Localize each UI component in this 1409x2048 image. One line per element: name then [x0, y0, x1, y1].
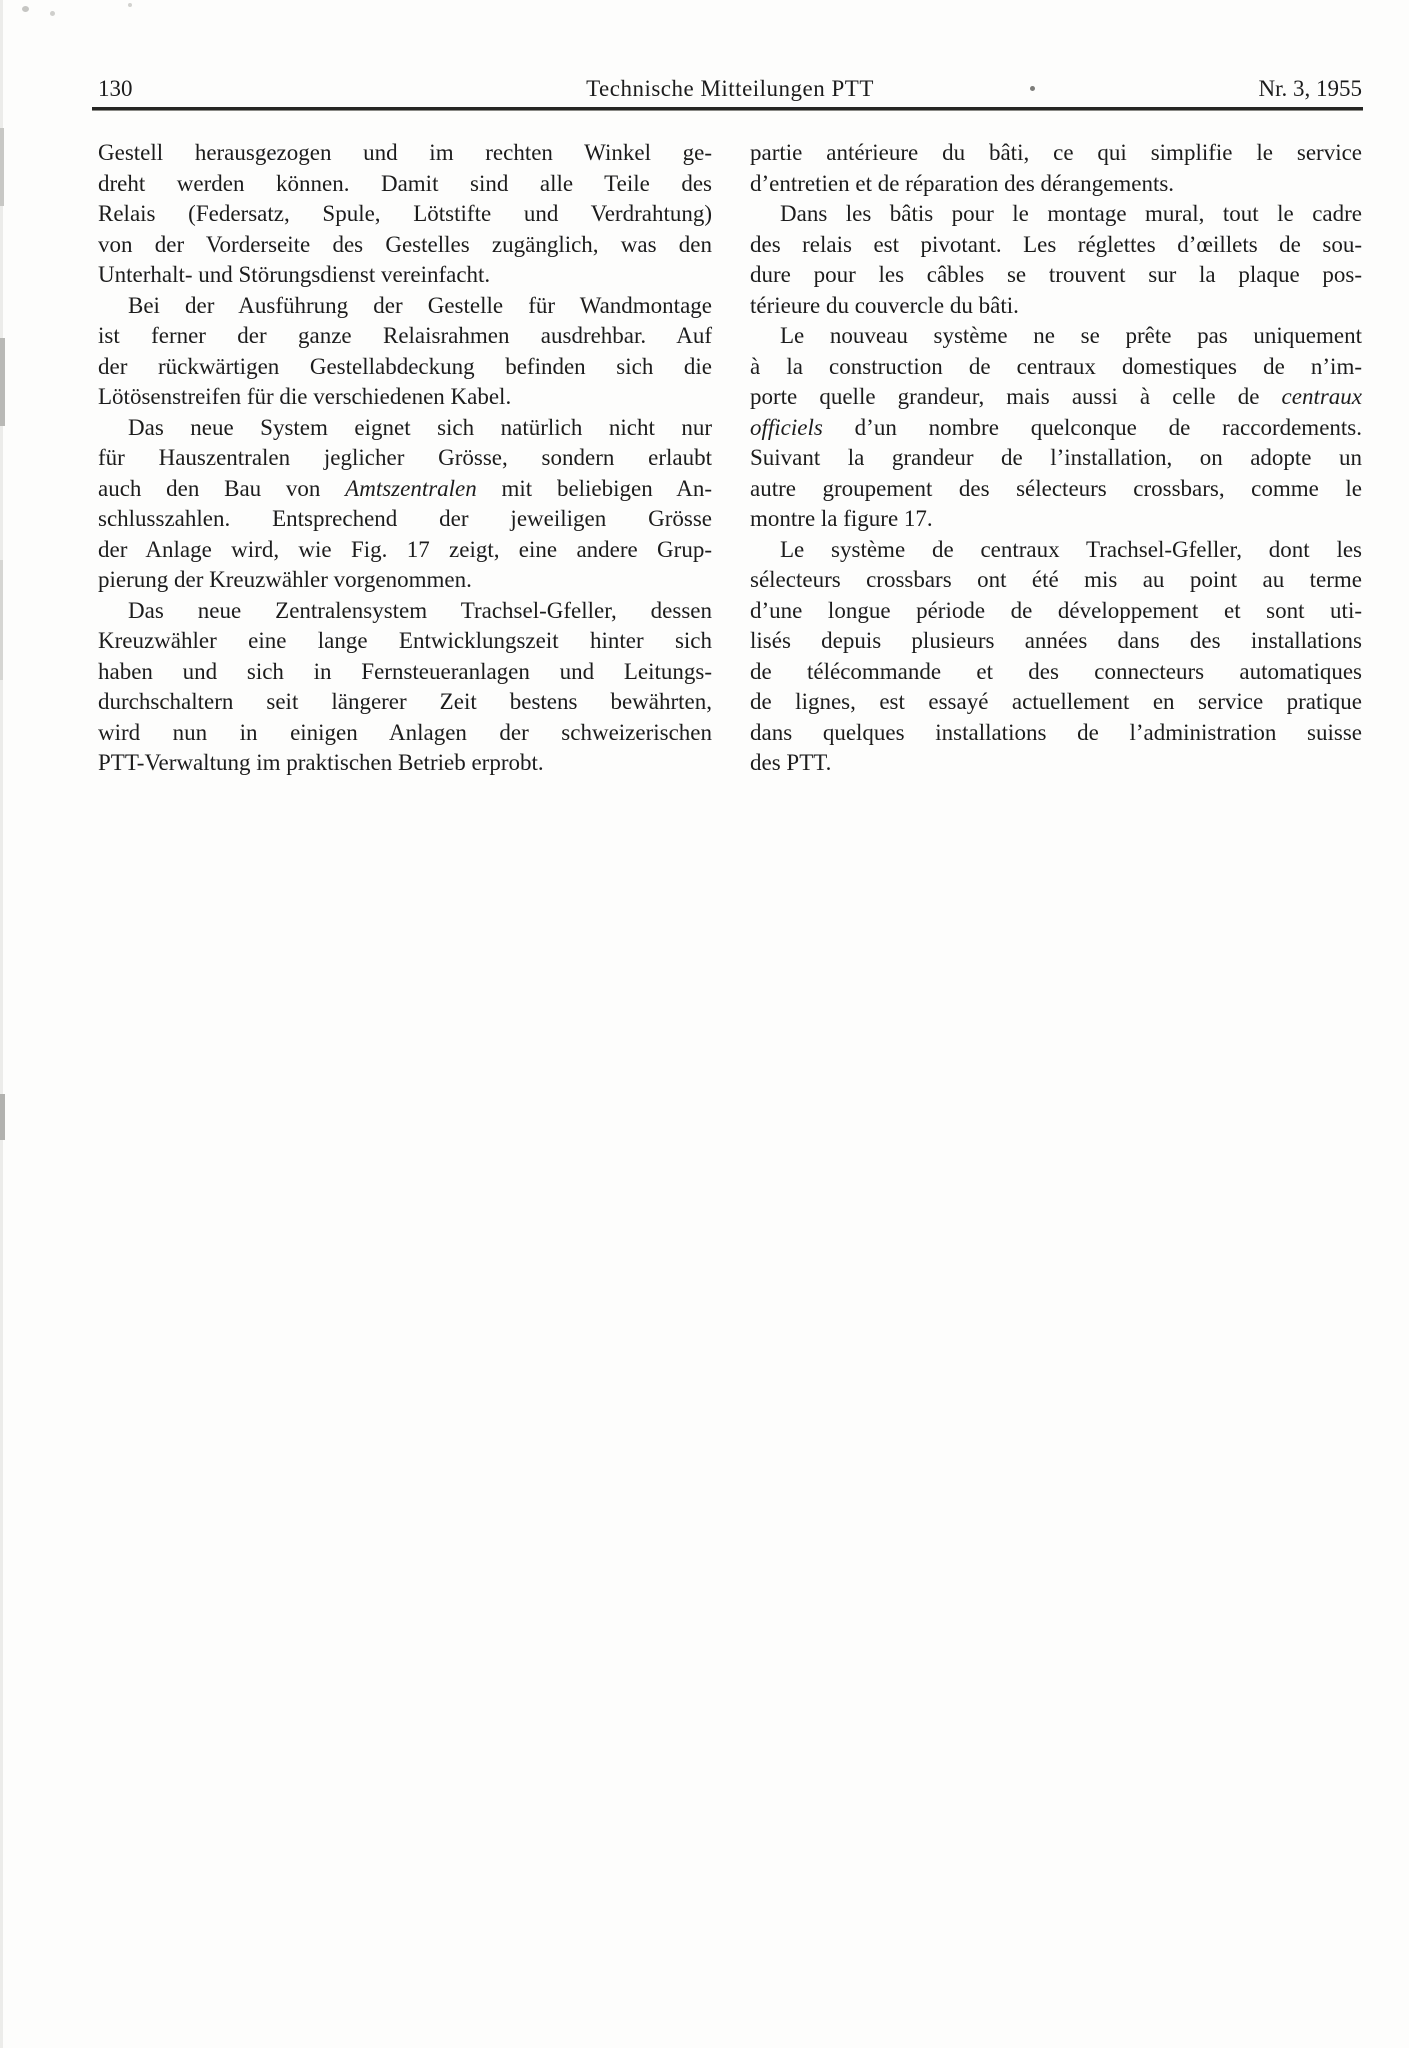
- text-line: d’entretien et de réparation des dérangements.: [750, 170, 1175, 196]
- text-line: lisés depuis plusieurs années dans des installations: [750, 628, 1362, 653]
- text-line: schlusszahlen. Entsprechend der jeweiligen Grösse: [98, 506, 712, 531]
- text-line: der Anlage wird, wie Fig. 17 zeigt, eine andere Grup-: [98, 536, 712, 562]
- paragraph: [750, 138, 1362, 199]
- text-line: dans quelques installations de l’administration suisse: [750, 719, 1362, 745]
- text-line: auch den Bau von Amtszentralen mit beliebigen An-: [98, 475, 712, 501]
- text-line: dure pour les câbles se trouvent sur la plaque pos-: [750, 262, 1362, 287]
- text-line: Unterhalt- und Störungsdienst vereinfacht.: [98, 262, 491, 287]
- text-line: Dans les bâtis pour le montage mural, tout le cadre: [780, 201, 1362, 226]
- text-line: wird nun in einigen Anlagen der schweizerischen: [98, 719, 712, 745]
- text-line: Relais (Federsatz, Spule, Lötstifte und Verdrahtung): [98, 201, 712, 226]
- scan-artifact: [50, 11, 55, 16]
- text-line: de télécommande et des connecteurs automatiques: [750, 658, 1362, 684]
- text-line: montre la figure 17.: [750, 506, 933, 531]
- text-line: sélecteurs crossbars ont été mis au point au terme: [750, 567, 1362, 592]
- text-line: Bei der Ausführung der Gestelle für Wandmontage: [128, 292, 712, 318]
- text-line: Le système de centraux Trachsel-Gfeller, dont les: [780, 536, 1362, 562]
- scan-artifact: [128, 3, 132, 7]
- journal-title: Technische Mitteilungen PTT: [586, 76, 874, 101]
- text-line: d’une longue période de développement et sont uti-: [750, 597, 1362, 623]
- paragraph: [98, 291, 712, 413]
- text-line: Lötösenstreifen für die verschiedenen Kabel.: [98, 384, 512, 409]
- text-line: PTT-Verwaltung im praktischen Betrieb erprobt.: [98, 750, 544, 775]
- text-line: von der Vorderseite des Gestelles zugänglich, was den: [98, 231, 712, 257]
- text-line: officiels d’un nombre quelconque de raccordements.: [750, 414, 1362, 440]
- text-line: durchschaltern seit längerer Zeit bestens bewährten,: [98, 689, 712, 714]
- text-line: Suivant la grandeur de l’installation, on adopte un: [750, 445, 1362, 470]
- text-line: à la construction de centraux domestiques de n’im-: [750, 353, 1362, 379]
- text-line: haben und sich in Fernsteueranlagen und Leitungs-: [98, 658, 712, 684]
- text-line: pierung der Kreuzwähler vorgenommen.: [98, 567, 472, 592]
- paragraph: [98, 596, 712, 779]
- text-line: autre groupement des sélecteurs crossbars, comme le: [750, 475, 1362, 501]
- text-line: der rückwärtigen Gestellabdeckung befinden sich die: [98, 353, 712, 379]
- header-rule: [92, 107, 1363, 111]
- text-line: ist ferner der ganze Relaisrahmen ausdrehbar. Auf: [98, 323, 712, 348]
- text-line: für Hauszentralen jeglicher Grösse, sondern erlaubt: [98, 445, 712, 470]
- paragraph: [750, 199, 1362, 321]
- text-line: Kreuzwähler eine lange Entwicklungszeit hinter sich: [98, 628, 712, 653]
- scan-artifact: [0, 338, 5, 426]
- issue-label: Nr. 3, 1955: [1258, 76, 1362, 101]
- ink-speck-dot: [1030, 86, 1035, 91]
- german-text-column: [98, 138, 712, 779]
- paragraph: [750, 321, 1362, 535]
- text-line: Le nouveau système ne se prête pas uniquement: [780, 323, 1362, 348]
- text-line: térieure du couvercle du bâti.: [750, 292, 1019, 318]
- scan-edge-shadow: [0, 0, 3, 2048]
- text-line: porte quelle grandeur, mais aussi à celle de centraux: [750, 384, 1362, 409]
- scan-artifact: [0, 1094, 5, 1140]
- paragraph: [750, 535, 1362, 779]
- page-number: 130: [98, 76, 133, 101]
- text-line: des relais est pivotant. Les réglettes d’œillets de sou-: [750, 231, 1362, 257]
- text-line: des PTT.: [750, 750, 832, 775]
- text-line: dreht werden können. Damit sind alle Teile des: [98, 170, 712, 196]
- scan-artifact: [0, 128, 4, 206]
- paragraph: [98, 413, 712, 596]
- text-line: partie antérieure du bâti, ce qui simplifie le service: [750, 140, 1362, 165]
- text-line: de lignes, est essayé actuellement en service pratique: [750, 689, 1362, 714]
- text-line: Das neue System eignet sich natürlich nicht nur: [128, 414, 712, 440]
- paragraph: [98, 138, 712, 291]
- text-line: Gestell herausgezogen und im rechten Winkel ge-: [98, 140, 712, 165]
- scan-artifact: [0, 560, 3, 680]
- scan-artifact: [22, 6, 29, 12]
- french-text-column: [750, 138, 1362, 779]
- text-line: Das neue Zentralensystem Trachsel-Gfeller, dessen: [128, 597, 712, 623]
- page-header: [98, 76, 1362, 106]
